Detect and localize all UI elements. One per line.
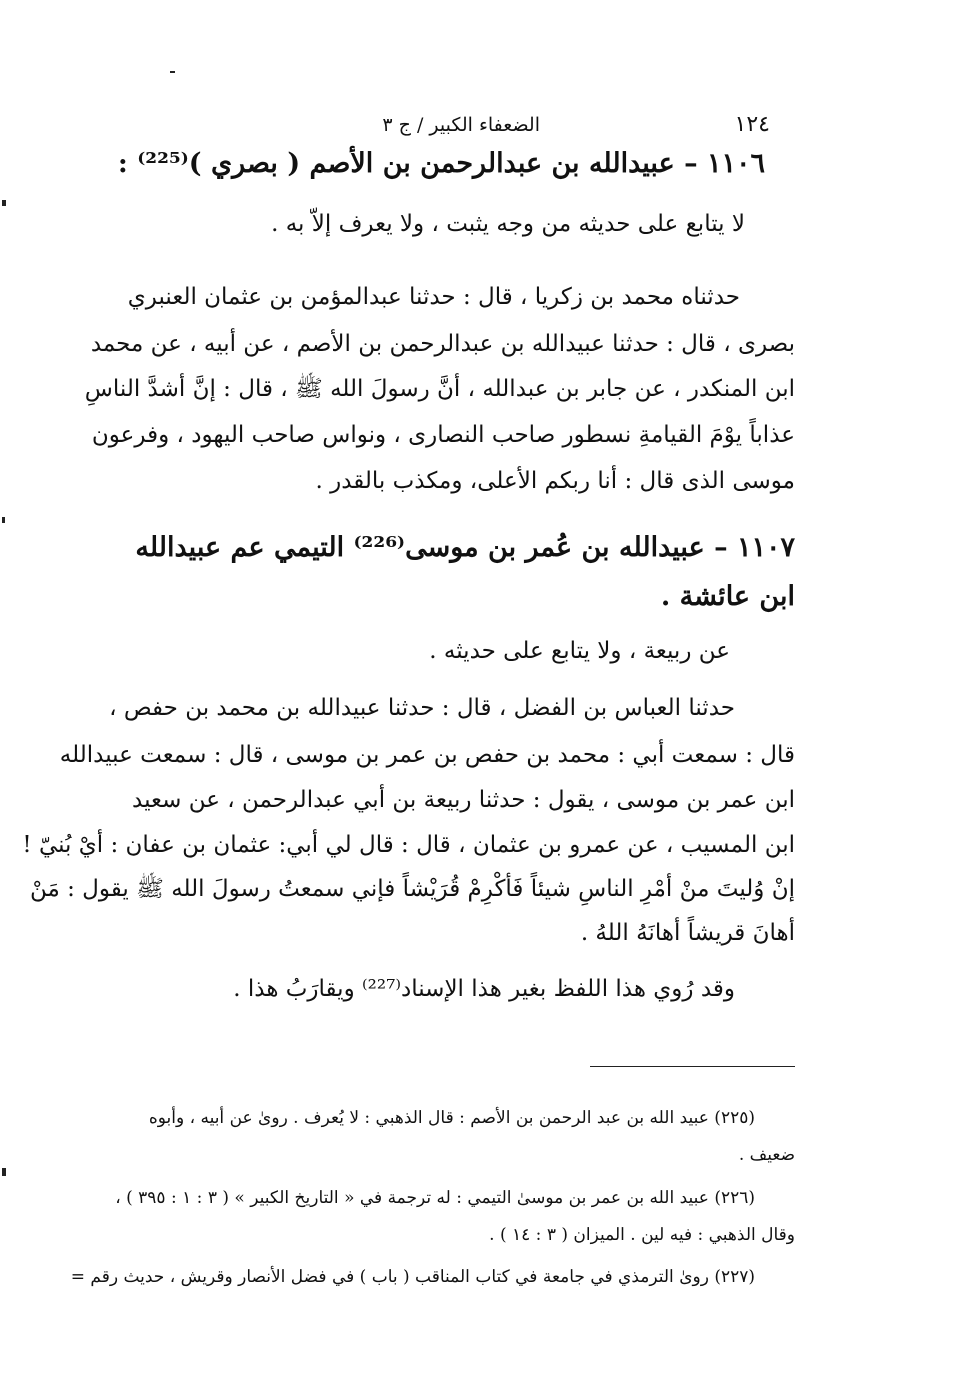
text-line: حدثنا العباس بن الفضل ، قال : حدثنا عبيدالله بن محمد بن حفص ، xyxy=(109,695,735,721)
page-number: ١٢٤ xyxy=(734,112,770,137)
footnote: (٢٢٥) عبيد الله بن عبد الرحمن بن الأصم : قال الذهبي : لا يُعرف . روىٰ عن أبيه ، وأبوه xyxy=(148,1108,755,1128)
running-title: الضعفاء الكبير / ج ٣ xyxy=(382,114,540,136)
text-line: حدثناه محمد بن زكريا ، قال : حدثنا عبدالمؤمن بن عثمان العنبري xyxy=(127,284,740,310)
footnote-divider xyxy=(590,1066,795,1067)
footnote: (٢٢٧) روىٰ الترمذي في جامعة في كتاب المناقب ( باب ) في فضل الأنصار وقريش ، حديث رقم = xyxy=(70,1267,755,1287)
text-line: بصرى ، قال : حدثنا عبيدالله بن عبدالرحمن بن الأصم ، عن أبيه ، عن محمد xyxy=(90,331,795,357)
scan-mark xyxy=(2,200,6,206)
scan-mark xyxy=(170,71,175,73)
text-line: وقد رُوي هذا اللفظ بغير هذا الإسناد⁽²²⁷⁾ ويقارَبُ هذا . xyxy=(233,976,735,1002)
footnote: (٢٢٦) عبيد الله بن عمر بن موسىٰ التيمي : له ترجمة في « التاريخ الكبير » ( ٣ : ١ : ٣٩٥ ) ، xyxy=(115,1188,755,1208)
text-line: موسى الذى قال : أنا ربكم الأعلى، ومكذب بالقدر . xyxy=(315,468,795,494)
footnote: وقال الذهبي : فيه لين . الميزان ( ٣ : ١٤ ) . xyxy=(489,1225,795,1245)
text-line: ابن عمر بن موسى ، يقول : حدثنا ربيعة بن أبي عبدالرحمن ، عن سعيد xyxy=(132,787,795,813)
text-line: أهانَ قريشاً أهانَهُ اللهُ . xyxy=(580,920,795,946)
footnote: ضعيف . xyxy=(738,1145,795,1165)
text-line: عذاباً يوْمَ القيامةِ نسطور صاحب النصارى ، ونواس صاحب اليهود ، وفرعون xyxy=(91,422,795,448)
entry-summary: عن ربيعة ، ولا يتابع على حديثه . xyxy=(429,638,730,664)
scan-mark xyxy=(2,517,5,523)
entry-summary: لا يتابع على حديثه من وجه يثبت ، ولا يعرف إلاّ به . xyxy=(271,211,745,237)
text-line: ابن المسيب ، عن عمرو بن عثمان ، قال : قال لي أبي: عثمان بن عفان : أيْ بُنيّ ! xyxy=(22,832,795,858)
text-line: ابن المنكدر ، عن جابر بن عبدالله ، أنَّ رسولَ الله ﷺ ، قال : إنَّ أشدَّ الناسِ xyxy=(84,376,795,402)
text-line: قال : سمعت أبي : محمد بن حفص بن عمر بن موسى ، قال : سمعت عبيدالله xyxy=(59,742,795,768)
entry-heading: ابن عائشة . xyxy=(660,581,795,612)
text-line: إنْ وُليتَ منْ أمْرِ الناسِ شيئاً فَأكْرِمْ قُرَيْشاً فإني سمعتُ رسولَ الله ﷺ يقول : مَنْ xyxy=(29,876,795,902)
entry-heading: ١١٠٧ – عبيدالله بن عُمر بن موسى⁽²²⁶⁾ التيمي عم عبيدالله xyxy=(135,532,795,563)
scan-mark xyxy=(2,1168,6,1176)
entry-heading: ١١٠٦ – عبيدالله بن عبدالرحمن بن الأصم ( بصري )⁽²²⁵⁾ : xyxy=(117,148,765,179)
